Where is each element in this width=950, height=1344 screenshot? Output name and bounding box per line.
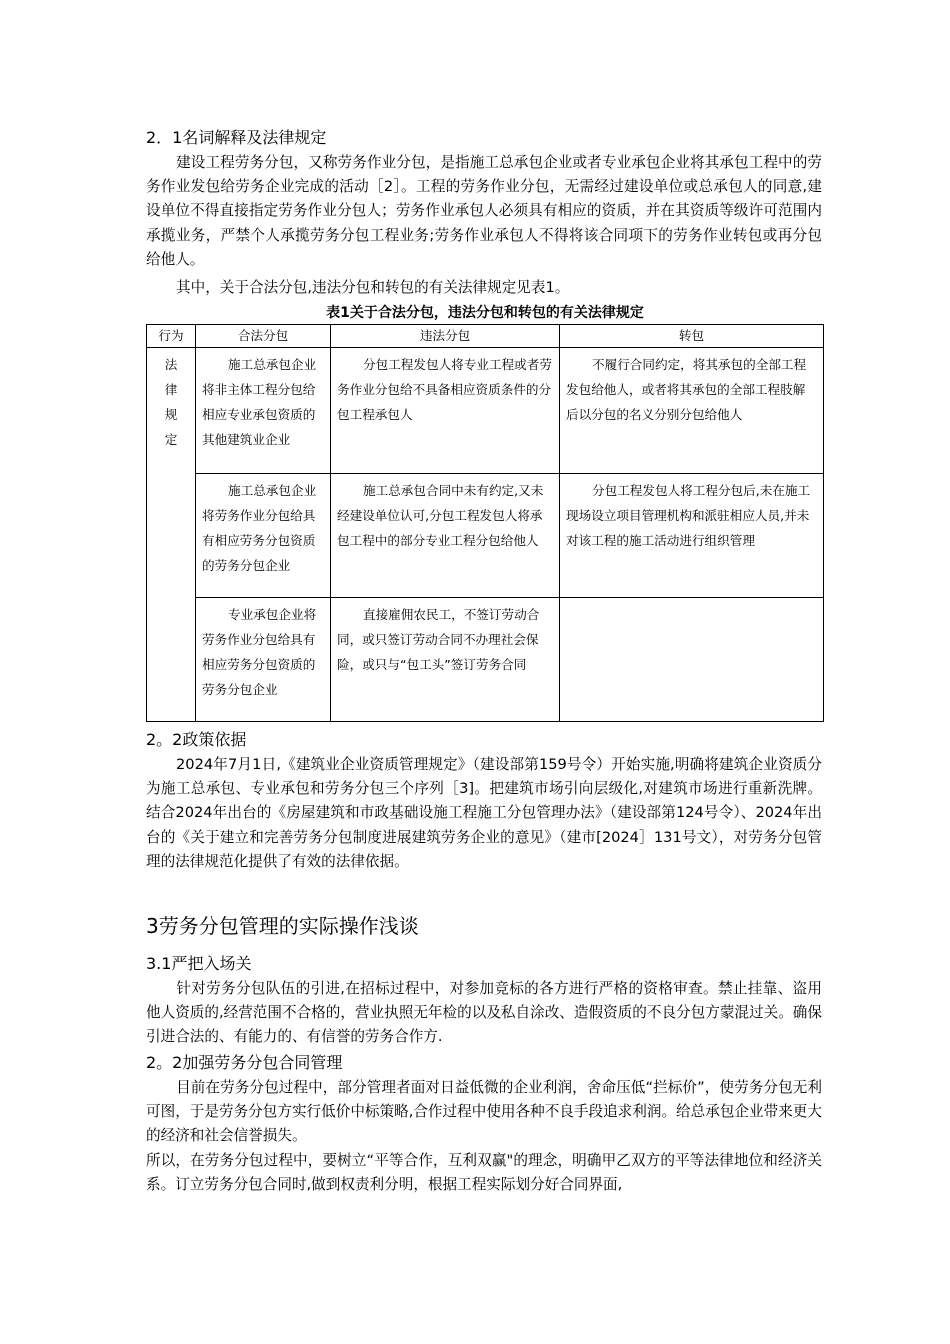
cell-illegal: 直接雇佣农民工，不签订劳动合同，或只签订劳动合同不办理社会保险，或只与“包工头”签订劳务合同 bbox=[331, 598, 560, 722]
table-row bbox=[147, 348, 824, 474]
header-illegal: 违法分包 bbox=[331, 325, 560, 348]
section-2-2-heading: 2。2政策依据 bbox=[146, 730, 247, 749]
section-3-2-paragraph-2: 所以，在劳务分包过程中，要树立“平等合作，互利双赢"的理念，明确甲乙双方的平等法律地位和经济关系。订立劳务分包合同时,做到权责利分明，根据工程实际划分好合同界面, bbox=[146, 1152, 822, 1194]
cell-illegal: 施工总承包合同中未有约定,又未经建设单位认可,分包工程发包人将承包工程中的部分专业工程分包给他人 bbox=[331, 474, 560, 598]
cell-transfer: 不履行合同约定，将其承包的全部工程发包给他人，或者将其承包的全部工程肢解后以分包的名义分别分包给他人 bbox=[560, 348, 824, 474]
cell-legal: 施工总承包企业将非主体工程分包给相应专业承包资质的其他建筑业企业 bbox=[196, 348, 331, 474]
cell-legal: 施工总承包企业将劳务作业分包给具有相应劳务分包资质的劳务分包企业 bbox=[196, 474, 331, 598]
law-table bbox=[146, 324, 824, 722]
table-header-row bbox=[147, 325, 824, 348]
table-row bbox=[147, 598, 824, 722]
section-2-2-paragraph-1: 2024年7月1日,《建筑业企业资质管理规定》（建设部第159号令）开始实施,明确将建筑企业资质分为施工总承包、专业承包和劳务分包三个序列［3]。把建筑市场引向层级化,对建筑市场进行重新洗牌。结合2024年出台的《房屋建筑和市政基础设施工程施工分包管理办法》（建设部第124号令）、2024年出台的《关于建立和完善劳务分包制度进展建筑劳务企业的意见》（建市[2024］131号文），对劳务分包管理的法律规范化提供了有效的法律依据。 bbox=[146, 756, 822, 870]
cell-transfer bbox=[560, 598, 824, 722]
cell-transfer: 分包工程发包人将工程分包后,未在施工现场设立项目管理机构和派驻相应人员,并未对该工程的施工活动进行组织管理 bbox=[560, 474, 824, 598]
header-legal: 合法分包 bbox=[196, 325, 331, 348]
section-2-1-paragraph-2: 其中，关于合法分包,违法分包和转包的有关法律规定见表1。 bbox=[176, 279, 570, 296]
section-3-heading: 3劳务分包管理的实际操作浅谈 bbox=[146, 914, 419, 938]
header-behavior: 行为 bbox=[147, 325, 196, 348]
cell-legal: 专业承包企业将劳务作业分包给具有相应劳务分包资质的劳务分包企业 bbox=[196, 598, 331, 722]
section-2-1-heading: 2．1名词解释及法律规定 bbox=[146, 128, 327, 147]
table-caption: 表1关于合法分包，违法分包和转包的有关法律规定 bbox=[326, 305, 644, 321]
table-row bbox=[147, 474, 824, 598]
section-3-1-paragraph-1: 针对劳务分包队伍的引进,在招标过程中，对参加竞标的各方进行严格的资格审查。禁止挂靠、盗用他人资质的,经营范围不合格的，营业执照无年检的以及私自涂改、造假资质的不良分包方蒙混过关。确保引进合法的、有能力的、有信誉的劳务合作方. bbox=[146, 980, 822, 1046]
section-3-1-heading: 3.1严把入场关 bbox=[146, 954, 252, 973]
section-3-2-heading: 2。2加强劳务分包合同管理 bbox=[146, 1053, 343, 1072]
section-3-2-paragraph-1: 目前在劳务分包过程中，部分管理者面对日益低微的企业利润，舍命压低“拦标价”，使劳务分包无利可图，于是劳务分包方实行低价中标策略,合作过程中使用各种不良手段追求利润。给总承包企业带来更大的经济和社会信誉损失。 bbox=[146, 1079, 822, 1145]
cell-illegal: 分包工程发包人将专业工程或者劳务作业分包给不具备相应资质条件的分包工程承包人 bbox=[331, 348, 560, 474]
category-cell: 法律规定 bbox=[147, 348, 196, 722]
header-transfer: 转包 bbox=[560, 325, 824, 348]
section-2-1-paragraph-1: 建设工程劳务分包，又称劳务作业分包，是指施工总承包企业或者专业承包企业将其承包工程中的劳务作业发包给劳务企业完成的活动［2］。工程的劳务作业分包，无需经过建设单位或总承包人的同意,建设单位不得直接指定劳务作业分包人；劳务作业承包人必须具有相应的资质，并在其资质等级许可范围内承揽业务，严禁个人承揽劳务分包工程业务;劳务作业承包人不得将该合同项下的劳务作业转包或再分包给他人。 bbox=[146, 154, 822, 268]
